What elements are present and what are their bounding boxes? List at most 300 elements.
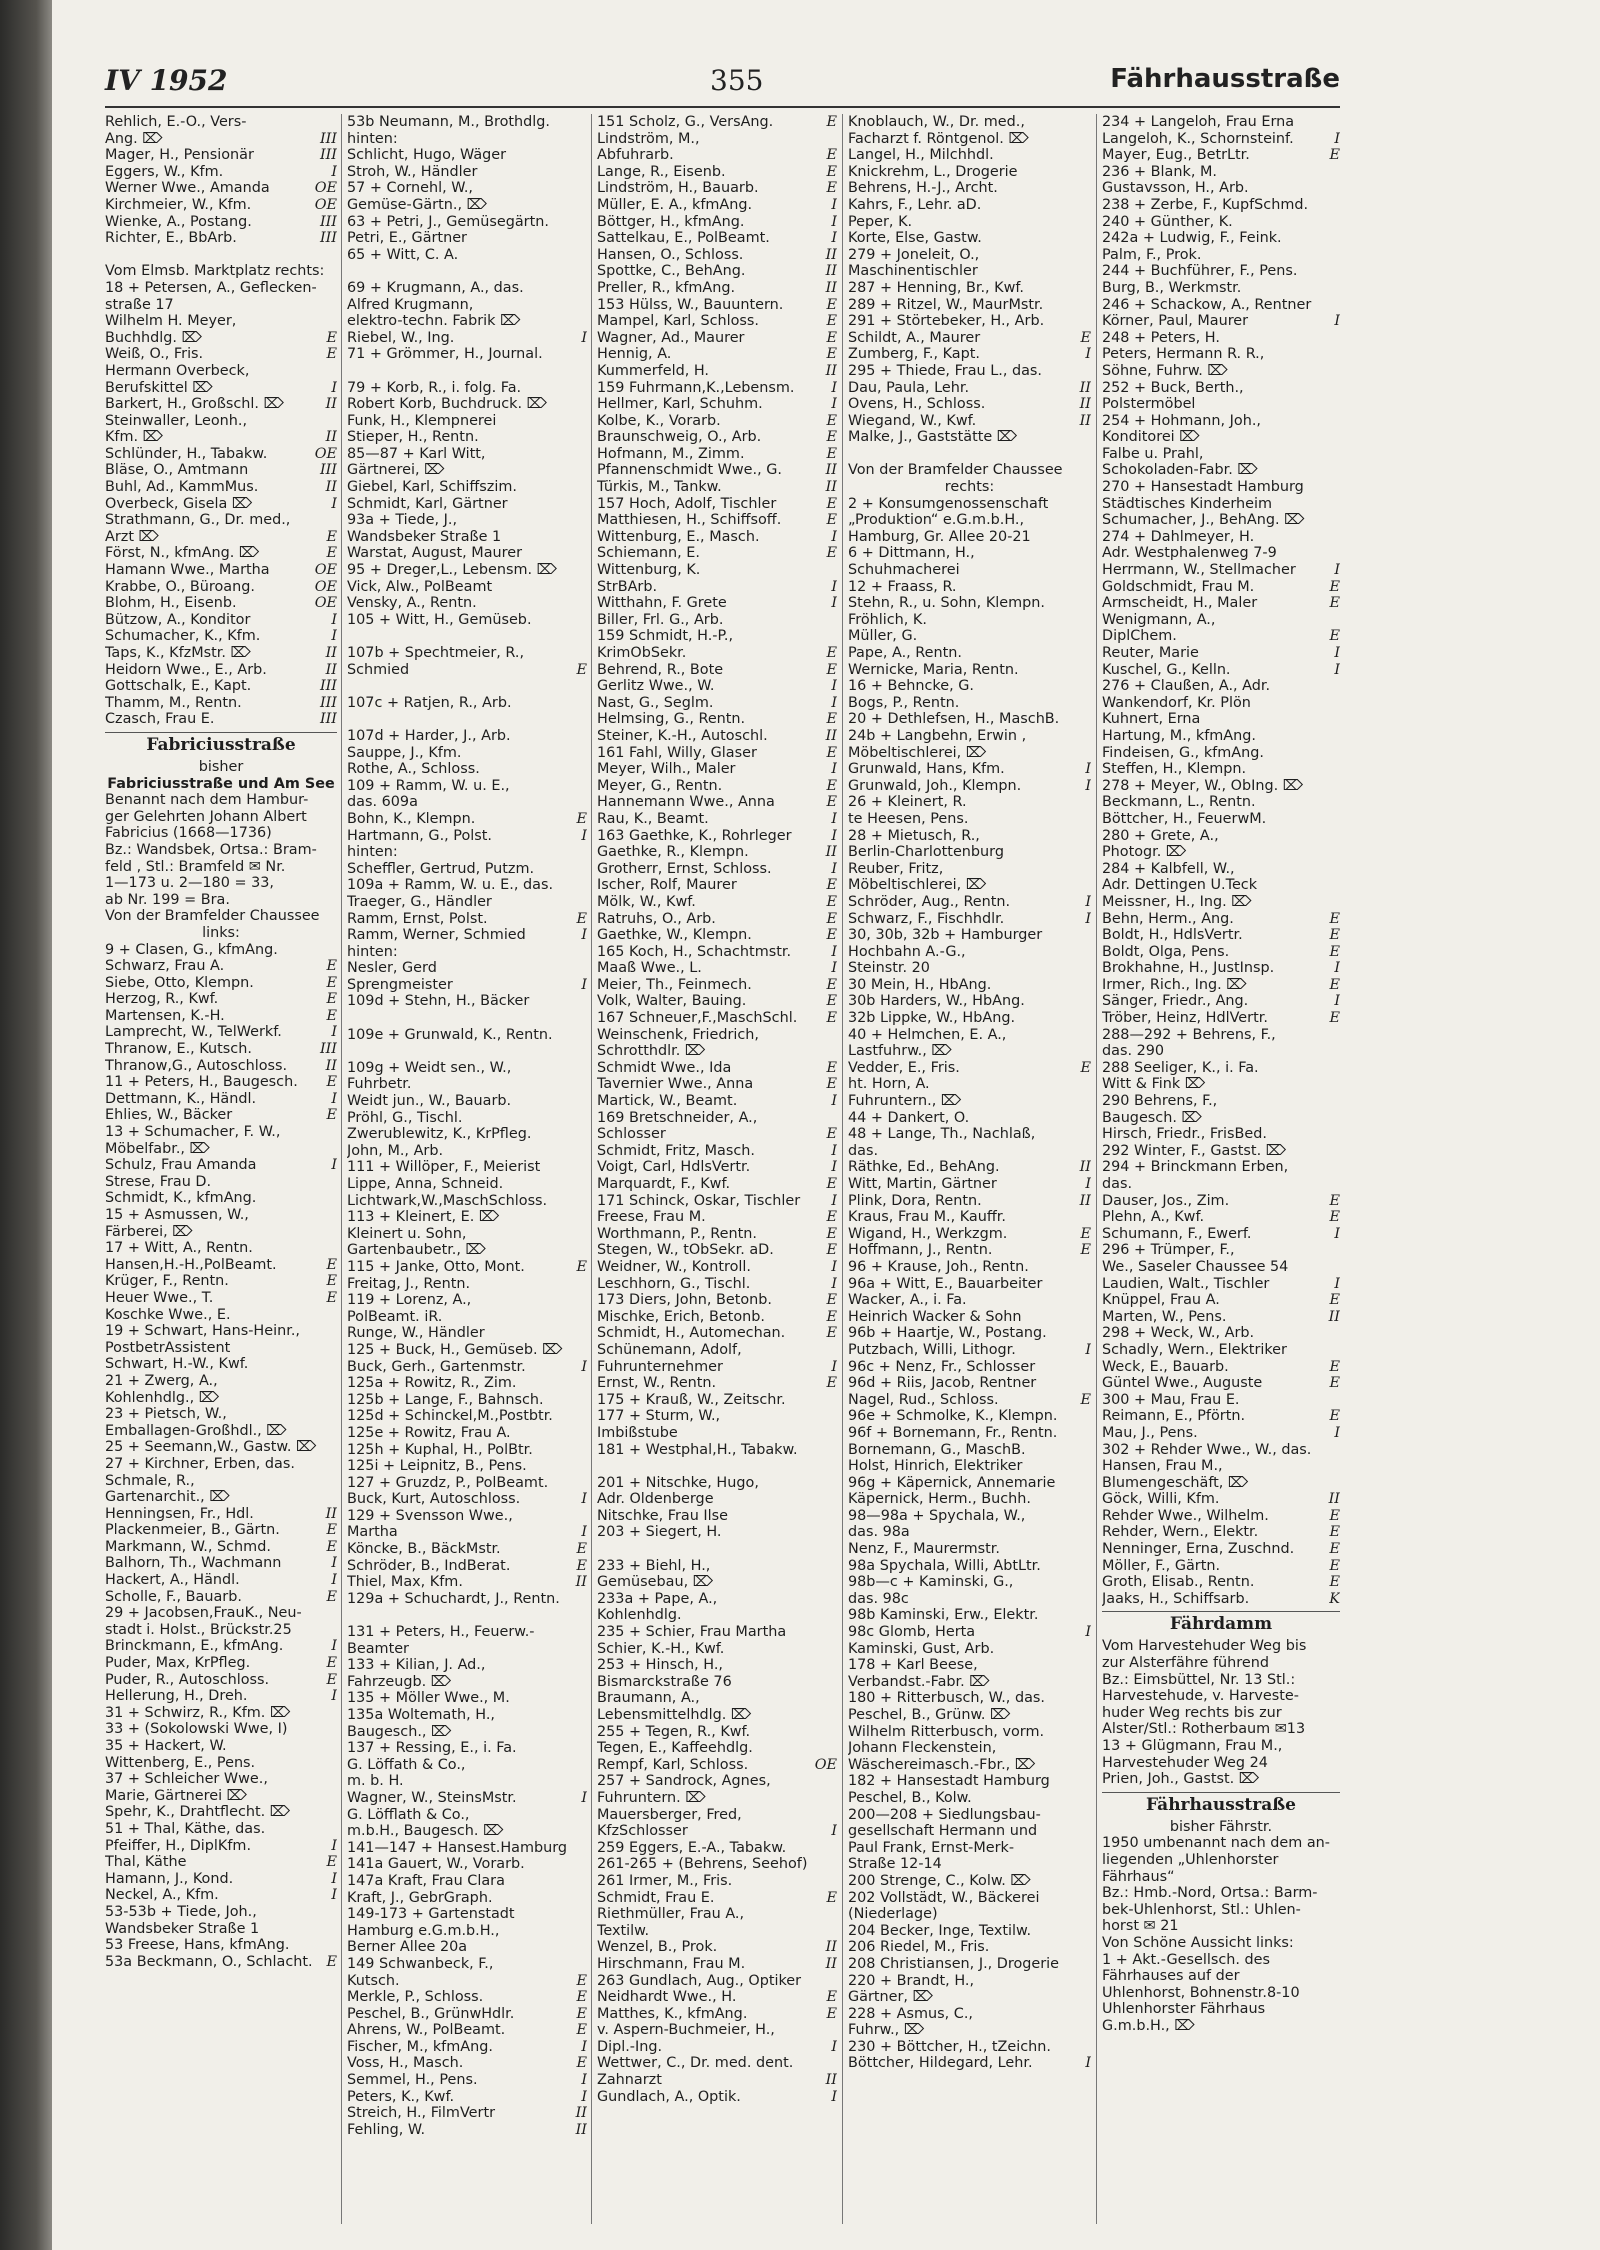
entry-text: Göck, Willi, Kfm. (1102, 1491, 1220, 1508)
directory-entry (597, 678, 837, 695)
entry-text: Wernicke, Maria, Rentn. (848, 661, 1019, 678)
directory-entry (347, 1159, 587, 1176)
directory-entry (1102, 280, 1340, 297)
entry-text: rechts: (944, 479, 995, 496)
floor-code: E (823, 545, 837, 562)
entry-text: Möbeltischlerei, ⌦ (848, 877, 987, 894)
entry-text: Hansen, O., Schloss. (597, 246, 744, 263)
floor-code: III (317, 147, 337, 164)
directory-entry (105, 1522, 337, 1539)
entry-text: Putzbach, Willi, Lithogr. (848, 1341, 1016, 1358)
directory-entry (347, 1442, 587, 1459)
directory-entry (848, 2022, 1091, 2039)
entry-text: Müller, G. (848, 628, 918, 645)
entry-text: Kummerfeld, H. (597, 362, 709, 379)
entry-text: Von Schöne Aussicht links: (1102, 1934, 1294, 1951)
directory-entry (848, 380, 1091, 397)
directory-entry (597, 1541, 837, 1558)
directory-entry (347, 911, 587, 928)
entry-text: Palm, F., Prok. (1102, 246, 1202, 263)
floor-code: E (1077, 1226, 1091, 1243)
entry-text: Maaß Wwe., L. (597, 960, 702, 977)
entry-text: John, M., Arb. (347, 1142, 444, 1159)
entry-text: ger Gelehrten Johann Albert (105, 808, 307, 825)
entry-text: Müller, E. A., kfmAng. (597, 196, 753, 213)
directory-entry (597, 545, 837, 562)
entry-text: Verbandst.-Fabr. ⌦ (848, 1673, 990, 1690)
entry-text: 125d + Schinckel,M.,Postbtr. (347, 1408, 553, 1425)
directory-entry (848, 1823, 1091, 1840)
directory-entry (105, 1705, 337, 1722)
directory-entry (347, 1757, 587, 1774)
directory-entry (597, 1126, 837, 1143)
directory-entry (597, 977, 837, 994)
directory-entry (347, 263, 587, 280)
floor-code: II (323, 1058, 337, 1075)
floor-code: I (1331, 562, 1340, 579)
entry-text: 11 + Peters, H., Baugesch. (105, 1074, 298, 1091)
directory-entry (848, 1657, 1091, 1674)
entry-text: Kraft, J., GebrGraph. (347, 1889, 493, 1906)
directory-entry (1102, 1076, 1340, 1093)
floor-code: I (828, 1276, 837, 1293)
entry-text: 234 + Langeloh, Frau Erna (1102, 114, 1295, 130)
directory-entry (597, 346, 837, 363)
entry-text: Lindström, H., Bauarb. (597, 180, 759, 197)
entry-text: das. 98a (848, 1524, 910, 1541)
floor-code: I (1331, 993, 1340, 1010)
entry-text: 252 + Buck, Berth., (1102, 379, 1244, 396)
entry-text: Worthmann, P., Rentn. (597, 1225, 757, 1242)
directory-entry (105, 1589, 337, 1606)
directory-entry (1102, 894, 1340, 911)
directory-entry (347, 529, 587, 546)
directory-entry (347, 1076, 587, 1093)
floor-code: E (823, 1060, 837, 1077)
entry-text: 96c + Nenz, Fr., Schlosser (848, 1358, 1036, 1375)
entry-text: 161 Fahl, Willy, Glaser (597, 744, 757, 761)
directory-entry (347, 330, 587, 347)
entry-text: Hellmer, Karl, Schuhm. (597, 396, 763, 413)
entry-text: Wandsbeker Straße 1 (347, 528, 502, 545)
entry-text: 279 + Joneleit, O., (848, 246, 980, 263)
directory-entry (1102, 396, 1340, 413)
directory-entry (105, 1174, 337, 1191)
entry-text: das. (848, 1142, 879, 1159)
page-header (105, 64, 1340, 104)
directory-entry (1102, 1375, 1340, 1392)
floor-code: II (823, 363, 837, 380)
directory-entry (347, 695, 587, 712)
directory-entry (597, 1359, 837, 1376)
directory-entry (597, 380, 837, 397)
entry-text: Peters, K., Kwf. (347, 2088, 455, 2105)
floor-code: I (1331, 1226, 1340, 1243)
entry-text: Stroh, W., Händler (347, 163, 478, 180)
directory-entry (1102, 662, 1340, 679)
floor-code: II (323, 479, 337, 496)
entry-text: 253 + Hinsch, H., (597, 1657, 724, 1674)
entry-text: 288 Seeliger, K., i. Fa. (1102, 1059, 1259, 1076)
floor-code: E (823, 711, 837, 728)
entry-text: Lange, R., Eisenb. (597, 163, 726, 180)
directory-entry (848, 828, 1091, 845)
entry-text: das. 609a (347, 794, 418, 811)
entry-text: Gundlach, A., Optik. (597, 2088, 741, 2105)
directory-entry (105, 1539, 337, 1556)
directory-entry (1102, 114, 1340, 131)
entry-text: Mischke, Erich, Betonb. (597, 1308, 765, 1325)
directory-entry (1102, 479, 1340, 496)
directory-entry (105, 462, 337, 479)
floor-code: II (573, 2122, 587, 2139)
directory-entry (105, 958, 337, 975)
entry-text: Schmidt, Fritz, Masch. (597, 1142, 755, 1159)
directory-entry (347, 927, 587, 944)
directory-entry (105, 1074, 337, 1091)
entry-text: 96g + Käpernick, Annemarie (848, 1474, 1056, 1491)
directory-entry (105, 925, 337, 942)
floor-code: E (1326, 628, 1340, 645)
floor-code: E (573, 662, 587, 679)
directory-entry (848, 479, 1091, 496)
entry-text: 159 Fuhrmann,K.,Lebensm. (597, 379, 795, 396)
directory-entry (347, 1591, 587, 1608)
directory-entry (848, 1110, 1091, 1127)
entry-text: 171 Schinck, Oskar, Tischler (597, 1192, 801, 1209)
entry-text: 274 + Dahlmeyer, H. (1102, 528, 1255, 545)
directory-entry (597, 745, 837, 762)
entry-text: Armscheidt, H., Maler (1102, 595, 1258, 612)
directory-entry (347, 363, 587, 380)
entry-text: 240 + Günther, K. (1102, 213, 1233, 230)
directory-entry (347, 662, 587, 679)
directory-entry (848, 512, 1091, 529)
floor-code: E (823, 496, 837, 513)
floor-code: E (823, 114, 837, 131)
entry-text: v. Aspern-Buchmeier, H., (597, 2022, 775, 2039)
directory-entry (347, 1574, 587, 1591)
floor-code: E (823, 662, 837, 679)
directory-entry (597, 761, 837, 778)
floor-code: E (823, 911, 837, 928)
entry-text: 200—208 + Siedlungsbau- (848, 1806, 1041, 1823)
directory-entry (1102, 1027, 1340, 1044)
directory-entry (105, 1921, 337, 1938)
directory-entry (848, 778, 1091, 795)
street-heading: Fährdamm (1102, 1611, 1340, 1638)
directory-entry (347, 313, 587, 330)
floor-code: E (1326, 927, 1340, 944)
entry-text: 109e + Grunwald, K., Rentn. (347, 1026, 553, 1043)
entry-text: bisher Fährstr. (1169, 1818, 1273, 1835)
directory-entry (597, 1807, 837, 1824)
entry-text: Goldschmidt, Frau M. (1102, 578, 1255, 595)
directory-entry (848, 861, 1091, 878)
directory-entry (105, 1058, 337, 1075)
directory-entry (848, 1027, 1091, 1044)
directory-entry (597, 1475, 837, 1492)
directory-entry (105, 1041, 337, 1058)
entry-text: Peschel, B., Grünw. ⌦ (848, 1707, 1011, 1723)
directory-entry (597, 297, 837, 314)
floor-code: I (328, 380, 337, 397)
entry-text: Witt & Fink ⌦ (1102, 1076, 1206, 1093)
directory-entry (597, 1143, 837, 1160)
directory-entry (1102, 230, 1340, 247)
entry-text: 236 + Blank, M. (1102, 163, 1217, 180)
directory-entry (597, 1973, 837, 1990)
directory-entry (597, 2006, 837, 2023)
directory-entry (1102, 1869, 1340, 1886)
entry-text: 111 + Willöper, F., Meierist (347, 1159, 541, 1176)
entry-text: Petri, E., Gärtner (347, 230, 467, 247)
entry-text: Lichtwark,W.,MaschSchloss. (347, 1192, 548, 1209)
floor-code: E (823, 180, 837, 197)
floor-code: II (1077, 396, 1091, 413)
directory-entry (1102, 380, 1340, 397)
directory-entry (848, 1740, 1091, 1757)
entry-text: Mölk, W., Kwf. (597, 893, 696, 910)
entry-text: Robert Korb, Buchdruck. ⌦ (347, 396, 547, 413)
directory-entry (347, 1923, 587, 1940)
entry-text: Schuhmacherei (848, 562, 960, 579)
directory-entry (347, 1989, 587, 2006)
entry-text: Lindström, M., (597, 130, 700, 147)
entry-text: 137 + Ressing, E., i. Fa. (347, 1740, 517, 1757)
entry-text: Kaminski, Gust, Arb. (848, 1640, 995, 1657)
entry-text: 30, 30b, 32b + Hamburger (848, 927, 1043, 944)
directory-entry (597, 811, 837, 828)
entry-text: 1950 umbenannt nach dem an- (1102, 1835, 1330, 1852)
entry-text: Behn, Herm., Ang. (1102, 910, 1234, 927)
directory-entry (597, 1442, 837, 1459)
entry-text: 48 + Lange, Th., Nachlaß, (848, 1126, 1036, 1143)
entry-text: Berlin-Charlottenburg (848, 844, 1004, 861)
entry-text: Marie, Gärtnerei ⌦ (105, 1787, 248, 1804)
entry-text: Wigand, H., Werkzgm. (848, 1225, 1008, 1242)
directory-entry (597, 828, 837, 845)
directory-entry (597, 164, 837, 181)
floor-code: I (328, 1887, 337, 1904)
directory-entry (597, 479, 837, 496)
directory-entry (347, 861, 587, 878)
floor-code: I (1331, 645, 1340, 662)
directory-entry (1102, 1259, 1340, 1276)
entry-text: Kutsch. (347, 1972, 400, 1989)
entry-text: 63 + Petri, J., Gemüsegärtn. (347, 213, 549, 230)
directory-entry (105, 942, 337, 959)
entry-text: 129 + Svensson Wwe., (347, 1507, 513, 1524)
floor-code: E (1077, 1060, 1091, 1077)
entry-text: Witthahn, F. Grete (597, 595, 727, 612)
entry-text: 157 Hoch, Adolf, Tischler (597, 495, 777, 512)
entry-text: zur Alsterfähre führend (1102, 1655, 1269, 1672)
floor-code: E (1077, 1242, 1091, 1259)
entry-text: 98c Glomb, Herta (848, 1624, 976, 1641)
directory-entry (1102, 579, 1340, 596)
floor-code: E (323, 1854, 337, 1871)
directory-entry (597, 662, 837, 679)
directory-entry (105, 1821, 337, 1838)
entry-text: 98—98a + Spychala, W., (848, 1507, 1026, 1524)
entry-text: Blohm, H., Eisenb. (105, 595, 237, 612)
floor-code: OE (312, 197, 337, 214)
floor-code: I (1082, 761, 1091, 778)
directory-entry (1102, 446, 1340, 463)
entry-text: Burg, B., Werkmstr. (1102, 279, 1242, 296)
directory-entry (848, 1060, 1091, 1077)
directory-entry (347, 479, 587, 496)
floor-code: II (1077, 1159, 1091, 1176)
entry-text: 6 + Dittmann, H., (848, 545, 975, 562)
directory-entry (1102, 164, 1340, 181)
directory-entry (105, 759, 337, 776)
floor-code: E (323, 1257, 337, 1274)
directory-entry (1102, 1325, 1340, 1342)
directory-entry (105, 1406, 337, 1423)
entry-text: 300 + Mau, Frau E. (1102, 1391, 1240, 1408)
entry-text: Koschke Wwe., E. (105, 1306, 231, 1323)
entry-text: Peters, Hermann R. R., (1102, 346, 1265, 363)
directory-entry (105, 1307, 337, 1324)
floor-code: E (823, 1309, 837, 1326)
entry-text: Schlosser (597, 1126, 666, 1143)
entry-text: Schmied (347, 661, 410, 678)
entry-text: ht. Horn, A. (848, 1076, 930, 1093)
entry-text: Fischer, M., kfmAng. (347, 2038, 493, 2055)
entry-text: 31 + Schwirz, R., Kfm. ⌦ (105, 1704, 291, 1721)
entry-text: Wettwer, C., Dr. med. dent. (597, 2055, 794, 2072)
directory-entry (597, 1209, 837, 1226)
entry-text: 1—173 u. 2—180 = 33, (105, 875, 274, 892)
directory-entry (105, 1555, 337, 1572)
floor-code: I (1331, 662, 1340, 679)
floor-code: I (328, 1838, 337, 1855)
entry-text: 53a Beckmann, O., Schlacht. (105, 1953, 313, 1970)
directory-entry (848, 529, 1091, 546)
entry-text: 125b + Lange, F., Bahnsch. (347, 1391, 544, 1408)
entry-text: Wittenburg, E., Masch. (597, 528, 760, 545)
entry-text: 287 + Henning, Br., Kwf. (848, 279, 1024, 296)
floor-code: I (828, 1259, 837, 1276)
entry-text: Hartmann, G., Polst. (347, 827, 492, 844)
directory-entry (1102, 1010, 1340, 1027)
entry-text: Hirschmann, Frau M. (597, 1955, 746, 1972)
directory-entry (105, 1688, 337, 1705)
floor-code: E (823, 1989, 837, 2006)
entry-text: Steinwaller, Leonh., (105, 412, 248, 429)
directory-entry (1102, 1591, 1340, 1608)
directory-entry (105, 1904, 337, 1921)
entry-text: das. (1102, 1176, 1133, 1192)
entry-text: Wacker, A., i. Fa. (848, 1292, 967, 1309)
floor-code: III (317, 678, 337, 695)
entry-text: Ang. ⌦ (105, 130, 163, 147)
entry-text: Nesler, Gerd (347, 960, 437, 977)
entry-text: Riebel, W., Ing. (347, 329, 455, 346)
directory-entry (848, 1209, 1091, 1226)
entry-text: 93a + Tiede, J., (347, 512, 458, 529)
entry-text: Jaaks, H., Schiffsarb. (1102, 1590, 1250, 1607)
directory-entry (105, 1871, 337, 1888)
entry-text: 141—147 + Hansest.Hamburg (347, 1839, 568, 1856)
entry-text: 233 + Biehl, H., (597, 1557, 711, 1574)
directory-entry (347, 993, 587, 1010)
directory-entry (848, 1923, 1091, 1940)
entry-text: Schwarz, F., Fischhdlr. (848, 910, 1005, 927)
entry-text: Baugesch. ⌦ (1102, 1109, 1202, 1126)
floor-code: E (823, 1375, 837, 1392)
directory-entry (597, 180, 837, 197)
entry-text: Wagner, Ad., Maurer (597, 329, 745, 346)
entry-text: 261-265 + (Behrens, Seehof) (597, 1856, 808, 1873)
directory-entry (848, 131, 1091, 148)
entry-text: Gartenbaubetr., ⌦ (347, 1242, 486, 1259)
entry-text: Hansen, Frau M., (1102, 1458, 1223, 1475)
entry-text: Leschhorn, G., Tischl. (597, 1275, 751, 1292)
entry-text: Sänger, Friedr., Ang. (1102, 993, 1249, 1010)
directory-entry (105, 164, 337, 181)
directory-entry (848, 1591, 1091, 1608)
entry-text: Laudien, Walt., Tischler (1102, 1275, 1270, 1292)
entry-text: Bläse, O., Amtmann (105, 462, 249, 479)
entry-text: Adr. Oldenberge (597, 1491, 714, 1508)
directory-entry (848, 429, 1091, 446)
floor-code: E (323, 1107, 337, 1124)
floor-code: E (323, 991, 337, 1008)
entry-text: Kolbe, K., Vorarb. (597, 412, 721, 429)
entry-text: Bohn, K., Klempn. (347, 810, 476, 827)
floor-code: I (328, 496, 337, 513)
entry-text: 16 + Behncke, G. (848, 678, 974, 695)
directory-entry (347, 1143, 587, 1160)
directory-entry (105, 1788, 337, 1805)
entry-text: Pröhl, G., Tischl. (347, 1109, 463, 1126)
entry-text: 167 Schneuer,F.,MaschSchl. (597, 1010, 798, 1027)
entry-text: Wenzel, B., Prok. (597, 1939, 718, 1956)
floor-code: II (823, 462, 837, 479)
directory-entry (105, 1638, 337, 1655)
entry-text: Uhlenhorster Fährhaus (1102, 2001, 1266, 2018)
floor-code: I (828, 1159, 837, 1176)
directory-entry (1102, 1835, 1340, 1852)
directory-entry (1102, 1672, 1340, 1689)
directory-entry (848, 1143, 1091, 1160)
directory-entry (597, 1823, 837, 1840)
entry-text: Schulz, Frau Amanda (105, 1157, 257, 1174)
directory-entry (597, 313, 837, 330)
directory-entry (1102, 678, 1340, 695)
directory-entry (597, 1890, 837, 1907)
directory-entry (597, 280, 837, 297)
directory-entry (347, 1209, 587, 1226)
directory-entry (848, 993, 1091, 1010)
entry-text: Facharzt f. Röntgenol. ⌦ (848, 130, 1029, 147)
directory-entry (347, 164, 587, 181)
entry-text: Boldt, H., HdlsVertr. (1102, 927, 1243, 944)
directory-entry (347, 1724, 587, 1741)
entry-text: Hannemann Wwe., Anna (597, 794, 775, 811)
entry-text: Hermann Overbeck, (105, 362, 250, 379)
entry-text: liegenden „Uhlenhorster (1102, 1851, 1279, 1868)
entry-text: 201 + Nitschke, Hugo, (597, 1474, 759, 1491)
directory-entry (1102, 1985, 1340, 2002)
directory-entry (105, 975, 337, 992)
entry-text: Heinrich Wacker & Sohn (848, 1308, 1022, 1325)
entry-text: Schier, K.-H., Kwf. (597, 1640, 725, 1657)
floor-code: I (828, 529, 837, 546)
